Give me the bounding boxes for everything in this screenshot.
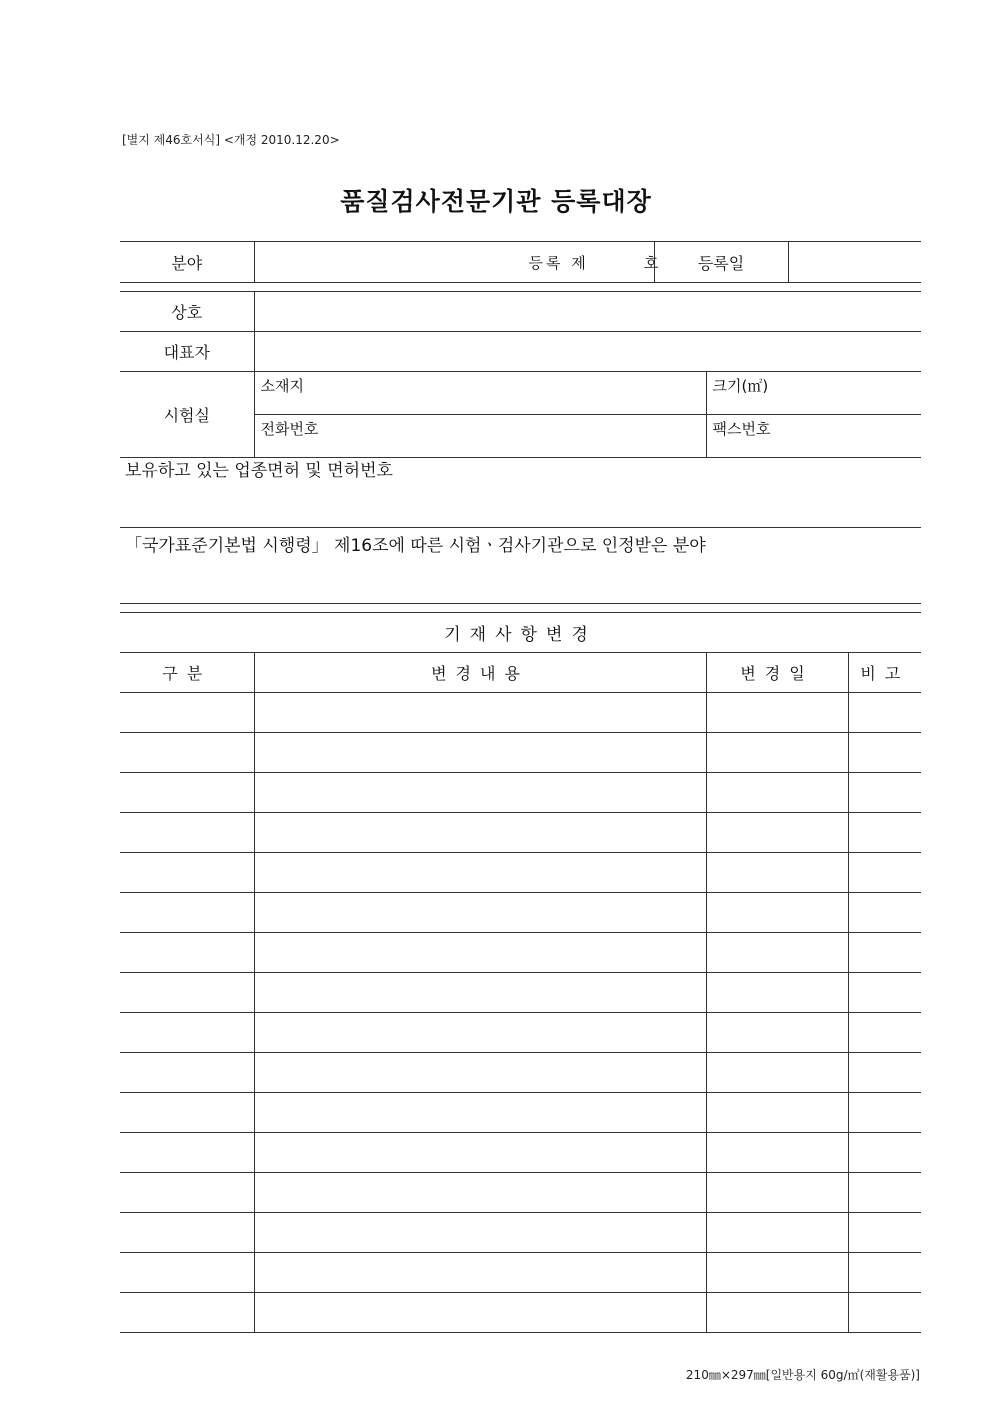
change-content-cell[interactable] (254, 973, 706, 1013)
table-row (120, 1253, 921, 1293)
table-row (120, 813, 921, 853)
registration-number-suffix: 호 (643, 253, 659, 272)
table-row (120, 973, 921, 1013)
category-cell[interactable] (120, 1293, 254, 1333)
remarks-cell[interactable] (848, 973, 921, 1013)
change-date-cell[interactable] (706, 973, 848, 1013)
change-content-cell[interactable] (254, 893, 706, 933)
remarks-cell[interactable] (848, 1253, 921, 1293)
change-log-title: 기재사항변경 (120, 613, 921, 653)
company-name-value[interactable] (254, 292, 921, 332)
table-row (120, 1173, 921, 1213)
remarks-cell[interactable] (848, 1133, 921, 1173)
phone-label: 전화번호 (260, 420, 319, 438)
change-date-cell[interactable] (706, 813, 848, 853)
form-number: [별지 제46호서식] <개정 2010.12.20> (122, 133, 340, 147)
category-cell[interactable] (120, 1013, 254, 1053)
category-cell[interactable] (120, 813, 254, 853)
category-cell[interactable] (120, 973, 254, 1013)
category-cell[interactable] (120, 1213, 254, 1253)
category-cell[interactable] (120, 1053, 254, 1093)
fax-label: 팩스번호 (712, 420, 771, 438)
table-row (120, 693, 921, 733)
change-date-cell[interactable] (706, 1253, 848, 1293)
table-row (120, 1293, 921, 1333)
remarks-cell[interactable] (848, 1013, 921, 1053)
remarks-cell[interactable] (848, 733, 921, 773)
registration-number-label: 등록 제 (528, 253, 589, 272)
column-header-category: 구분 (120, 653, 254, 693)
table-row (120, 1093, 921, 1133)
company-name-label: 상호 (120, 292, 254, 332)
table-row (120, 933, 921, 973)
change-date-cell[interactable] (706, 773, 848, 813)
table-row (120, 1213, 921, 1253)
category-cell[interactable] (120, 733, 254, 773)
category-cell[interactable] (120, 1253, 254, 1293)
registration-date-value[interactable] (788, 242, 921, 283)
lab-label: 시험실 (120, 372, 254, 458)
change-content-cell[interactable] (254, 1053, 706, 1093)
lab-location-label: 소재지 (260, 377, 304, 395)
change-date-cell[interactable] (706, 1013, 848, 1053)
page-title: 품질검사전문기관 등록대장 (340, 187, 652, 216)
change-content-cell[interactable] (254, 813, 706, 853)
remarks-cell[interactable] (848, 1213, 921, 1253)
change-content-cell[interactable] (254, 1253, 706, 1293)
table-row (120, 853, 921, 893)
change-log-table (120, 612, 921, 1333)
remarks-cell[interactable] (848, 893, 921, 933)
change-date-cell[interactable] (706, 1293, 848, 1333)
change-date-cell[interactable] (706, 1133, 848, 1173)
category-cell[interactable] (120, 853, 254, 893)
remarks-cell[interactable] (848, 1293, 921, 1333)
change-content-cell[interactable] (254, 853, 706, 893)
table-row (120, 773, 921, 813)
remarks-cell[interactable] (848, 1093, 921, 1133)
change-date-cell[interactable] (706, 1213, 848, 1253)
table-row (120, 1133, 921, 1173)
representative-value[interactable] (254, 332, 921, 372)
change-date-cell[interactable] (706, 893, 848, 933)
remarks-cell[interactable] (848, 1173, 921, 1213)
registration-date-label: 등록일 (654, 242, 788, 283)
change-content-cell[interactable] (254, 773, 706, 813)
change-content-cell[interactable] (254, 1293, 706, 1333)
registration-table (120, 241, 921, 283)
change-content-cell[interactable] (254, 933, 706, 973)
change-date-cell[interactable] (706, 1053, 848, 1093)
change-content-cell[interactable] (254, 693, 706, 733)
change-date-cell[interactable] (706, 853, 848, 893)
remarks-cell[interactable] (848, 853, 921, 893)
table-row (120, 1053, 921, 1093)
representative-label: 대표자 (120, 332, 254, 372)
paper-size-note: 210㎜×297㎜[일반용지 60g/㎡(재활용품)] (685, 1368, 920, 1382)
accredited-field-section[interactable] (120, 528, 921, 604)
lab-size-field[interactable] (706, 372, 921, 415)
remarks-cell[interactable] (848, 933, 921, 973)
table-row (120, 733, 921, 773)
field-label: 분야 (120, 242, 254, 283)
license-section[interactable] (120, 452, 921, 528)
remarks-cell[interactable] (848, 1053, 921, 1093)
lab-location-field[interactable] (254, 372, 706, 415)
change-date-cell[interactable] (706, 1173, 848, 1213)
accredited-field-label: 「국가표준기본법 시행령」 제16조에 따른 시험ㆍ검사기관으로 인정받은 분야 (125, 536, 706, 556)
change-content-cell[interactable] (254, 733, 706, 773)
category-cell[interactable] (120, 1133, 254, 1173)
change-date-cell[interactable] (706, 733, 848, 773)
remarks-cell[interactable] (848, 693, 921, 733)
license-section-label: 보유하고 있는 업종면허 및 면허번호 (125, 461, 393, 481)
change-date-cell[interactable] (706, 693, 848, 733)
change-content-cell[interactable] (254, 1133, 706, 1173)
change-log-rows (120, 693, 921, 1333)
change-date-cell[interactable] (706, 933, 848, 973)
category-cell[interactable] (120, 773, 254, 813)
category-cell[interactable] (120, 693, 254, 733)
change-content-cell[interactable] (254, 1013, 706, 1053)
change-content-cell[interactable] (254, 1093, 706, 1133)
change-content-cell[interactable] (254, 1213, 706, 1253)
change-date-cell[interactable] (706, 1093, 848, 1133)
column-header-remarks: 비고 (848, 653, 921, 693)
remarks-cell[interactable] (848, 773, 921, 813)
category-cell[interactable] (120, 893, 254, 933)
registration-number-cell[interactable] (254, 242, 659, 283)
column-header-change-content: 변경내용 (254, 653, 706, 693)
category-cell[interactable] (120, 933, 254, 973)
column-header-change-date: 변경일 (706, 653, 848, 693)
table-row (120, 1013, 921, 1053)
table-row (120, 893, 921, 933)
remarks-cell[interactable] (848, 813, 921, 853)
info-table (120, 291, 921, 458)
category-cell[interactable] (120, 1173, 254, 1213)
change-content-cell[interactable] (254, 1173, 706, 1213)
lab-size-label: 크기(㎡) (712, 377, 769, 395)
category-cell[interactable] (120, 1093, 254, 1133)
